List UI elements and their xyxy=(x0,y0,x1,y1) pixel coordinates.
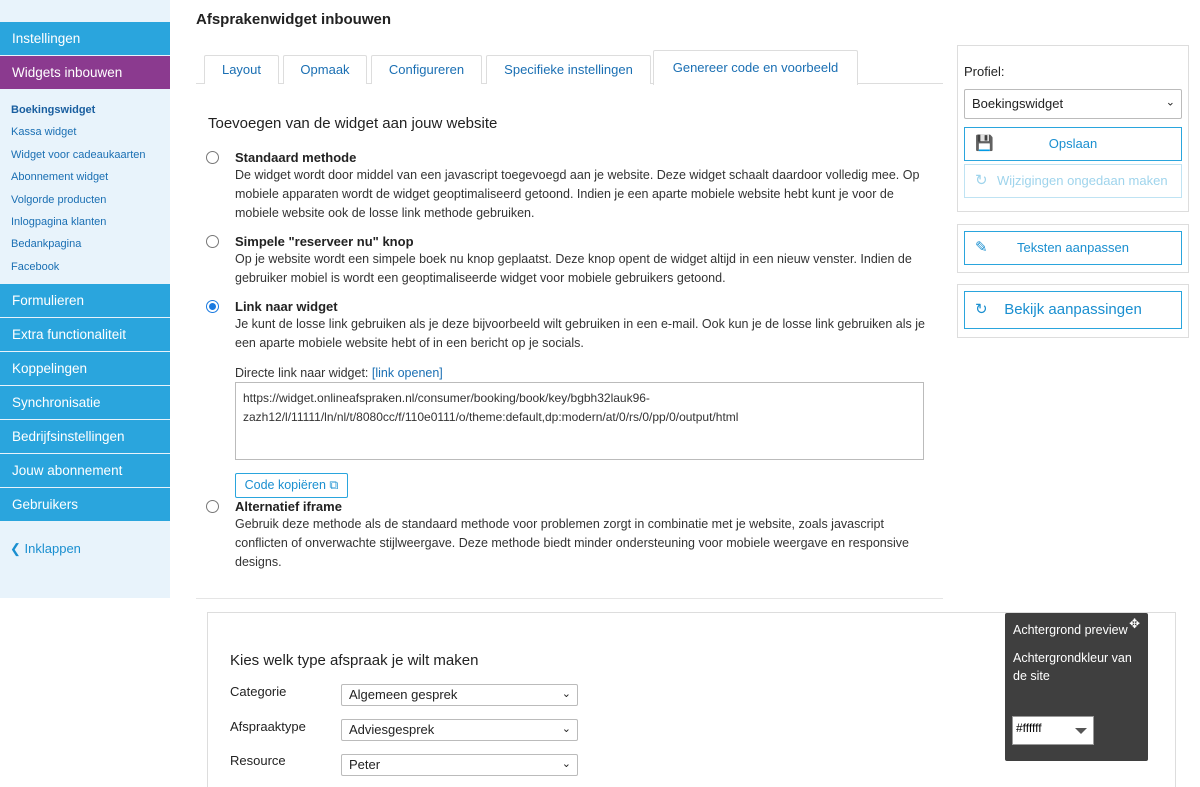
background-preview-tooltip xyxy=(1005,613,1148,761)
refresh-icon: ↻ xyxy=(975,301,988,318)
submenu-volgorde-producten[interactable]: Volgorde producten xyxy=(11,193,107,206)
field-label-resource: Resource xyxy=(230,753,286,768)
field-label-categorie: Categorie xyxy=(230,684,287,699)
view-changes-button[interactable] xyxy=(964,291,1182,329)
radio-reserveer-knop[interactable] xyxy=(206,235,219,248)
submenu-kassa-widget[interactable]: Kassa widget xyxy=(11,126,77,139)
tab-specifieke-instellingen[interactable]: Specifieke instellingen xyxy=(486,55,651,84)
option-standaard-methode xyxy=(206,150,931,223)
edit-texts-label: Teksten aanpassen xyxy=(1016,240,1130,255)
sidebar-item-bedrijfsinstellingen[interactable]: Bedrijfsinstellingen xyxy=(0,420,170,453)
preview-title: Kies welk type afspraak je wilt maken xyxy=(230,652,479,669)
submenu-bedankpagina[interactable]: Bedankpagina xyxy=(11,238,82,251)
sidebar-item-extra-functionaliteit[interactable]: Extra functionaliteit xyxy=(0,318,170,351)
copy-icon: ⧉ xyxy=(329,478,339,492)
pencil-icon: ✎ xyxy=(975,239,988,256)
chevron-down-icon: ⌄ xyxy=(561,723,571,735)
tab-genereer-code[interactable]: Genereer code en voorbeeld xyxy=(653,50,858,85)
sidebar-item-widgets-inbouwen[interactable]: Widgets inbouwen xyxy=(0,56,170,89)
resource-select-value: Peter xyxy=(349,757,381,772)
option-title: Link naar widget xyxy=(235,299,338,314)
option-description: De widget wordt door middel van een javascript toegevoegd aan je website. Deze widget schaalt daardoor volledig mee. Op mobiele apparaten wordt de widget geoptimaliseerd getoond. Indien je een aparte mobiele website hebt kunt je voor de mobiele website ook de losse link methode gebruiken. xyxy=(235,168,920,220)
field-label-afspraaktype: Afspraaktype xyxy=(230,719,306,734)
submenu-abonnement-widget[interactable]: Abonnement widget xyxy=(11,171,109,184)
afspraaktype-select-value: Adviesgesprek xyxy=(349,722,435,737)
option-description: Op je website wordt een simpele boek nu knop geplaatst. Deze knop opent de widget altijd in een nieuw venster. Indien de gebruiker mobiel is wordt een geoptimaliseerde widget voor mobiele gebruikers getoond. xyxy=(235,252,912,285)
sidebar-item-jouw-abonnement[interactable]: Jouw abonnement xyxy=(0,454,170,487)
edit-texts-button[interactable] xyxy=(964,231,1182,265)
background-color-value: #ffffff xyxy=(1016,721,1042,735)
tab-layout[interactable]: Layout xyxy=(204,55,279,84)
sidebar xyxy=(0,0,170,598)
tooltip-subtitle: Achtergrondkleur van de site xyxy=(1013,651,1132,683)
view-changes-box xyxy=(957,284,1189,338)
chevron-left-icon: ❮ xyxy=(10,541,21,557)
save-icon: 💾 xyxy=(975,135,994,152)
profile-panel xyxy=(957,45,1189,212)
page-title: Afsprakenwidget inbouwen xyxy=(196,11,392,28)
copy-code-button[interactable] xyxy=(235,473,348,498)
move-icon[interactable]: ✥ xyxy=(1129,616,1140,631)
profile-label: Profiel: xyxy=(964,64,1005,79)
direct-link-label xyxy=(235,366,443,380)
refresh-icon: ↻ xyxy=(975,172,988,189)
option-title: Standaard methode xyxy=(235,150,357,165)
dropdown-triangle-icon xyxy=(1075,728,1087,734)
sidebar-item-instellingen[interactable]: Instellingen xyxy=(0,22,170,55)
profile-select[interactable] xyxy=(964,89,1182,119)
resource-select[interactable] xyxy=(341,754,578,776)
divider xyxy=(196,598,943,599)
profile-select-value: Boekingswidget xyxy=(972,96,1064,111)
radio-alternatief-iframe[interactable] xyxy=(206,500,219,513)
sidebar-item-synchronisatie[interactable]: Synchronisatie xyxy=(0,386,170,419)
tab-configureren[interactable]: Configureren xyxy=(371,55,482,84)
option-description: Gebruik deze methode als de standaard methode voor problemen zorgt in combinatie met je website, zoals javascript conflicten of onverwachte stijlweergave. Deze methode biedt minder ondersteuning voor mobiele weergave en responsive designs. xyxy=(235,517,909,569)
undo-changes-button[interactable] xyxy=(964,164,1182,198)
view-changes-label: Bekijk aanpassingen xyxy=(1004,301,1142,318)
categorie-select-value: Algemeen gesprek xyxy=(349,687,458,702)
submenu-cadeaukaarten[interactable]: Widget voor cadeaukaarten xyxy=(11,148,146,161)
sidebar-item-koppelingen[interactable]: Koppelingen xyxy=(0,352,170,385)
sidebar-item-gebruikers[interactable]: Gebruikers xyxy=(0,488,170,521)
save-label: Opslaan xyxy=(1048,136,1098,151)
collapse-label: Inklappen xyxy=(24,541,81,557)
background-color-select[interactable] xyxy=(1012,716,1094,745)
sidebar-submenu xyxy=(0,90,170,284)
copy-code-label: Code kopiëren xyxy=(244,478,326,492)
option-link-naar-widget xyxy=(206,299,931,353)
direct-link-label-text: Directe link naar widget: xyxy=(235,366,369,380)
edit-texts-box xyxy=(957,224,1189,273)
tab-bar xyxy=(196,50,943,84)
option-title: Simpele "reserveer nu" knop xyxy=(235,234,414,249)
tab-opmaak[interactable]: Opmaak xyxy=(283,55,367,84)
undo-label: Wijzigingen ongedaan maken xyxy=(997,173,1168,188)
chevron-down-icon: ⌄ xyxy=(1165,96,1175,109)
radio-link-naar-widget[interactable] xyxy=(206,300,219,313)
option-alternatief-iframe xyxy=(206,499,931,572)
categorie-select[interactable] xyxy=(341,684,578,706)
collapse-button[interactable] xyxy=(0,541,170,557)
afspraaktype-select[interactable] xyxy=(341,719,578,741)
submenu-facebook[interactable]: Facebook xyxy=(11,260,60,273)
option-reserveer-knop xyxy=(206,234,931,288)
section-title: Toevoegen van de widget aan jouw website xyxy=(208,115,498,132)
chevron-down-icon: ⌄ xyxy=(561,758,571,770)
chevron-down-icon: ⌄ xyxy=(561,688,571,700)
submenu-inlogpagina[interactable]: Inlogpagina klanten xyxy=(11,215,107,228)
option-description: Je kunt de losse link gebruiken als je deze bijvoorbeeld wilt gebruiken in een e-mail. Ook kun je de losse link gebruiken als je een aparte mobiele website hebt of in een bericht op je socials. xyxy=(235,317,925,350)
widget-link-textarea[interactable] xyxy=(235,382,924,460)
open-link[interactable]: [link openen] xyxy=(371,366,443,380)
radio-standaard-methode[interactable] xyxy=(206,151,219,164)
save-button[interactable] xyxy=(964,127,1182,161)
tooltip-title: Achtergrond preview xyxy=(1013,623,1128,637)
sidebar-item-formulieren[interactable]: Formulieren xyxy=(0,284,170,317)
option-title: Alternatief iframe xyxy=(235,499,342,514)
submenu-boekingswidget[interactable]: Boekingswidget xyxy=(11,104,96,116)
